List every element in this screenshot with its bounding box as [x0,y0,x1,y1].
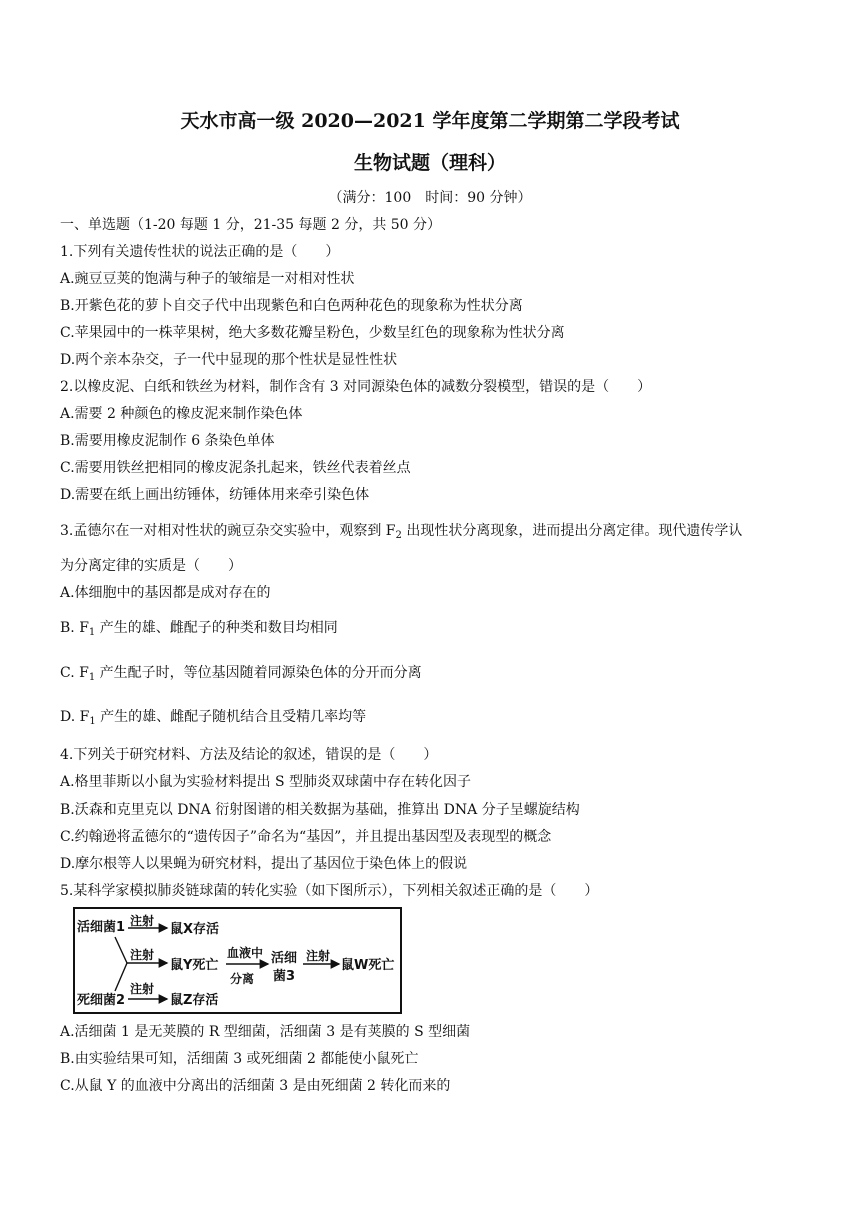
q3-stem-sub: 2 [395,530,402,541]
f1-sub: 1 [88,672,96,683]
q3-option-b-prefix: B. [60,620,80,636]
live-bacteria-3-label-a: 活细 [271,951,298,966]
exam-subtitle: 生物试题（理科） [353,152,506,174]
blood-label: 血液中 [227,946,264,960]
q3-option-b [60,618,338,643]
merge-line-bottom [115,963,127,991]
merge-line-top [115,937,127,963]
q3-option-b-text: 产生的雄、雌配子的种类和数目均相同 [95,620,338,636]
q2-option-d: D.需要在纸上画出纺锤体，纺锤体用来牵引染色体 [60,487,370,503]
mouse-x-label: 鼠X存活 [170,922,220,937]
q3-option-c-text: 产生配子时，等位基因随着同源染色体的分开而分离 [95,665,422,681]
q4-option-c: C.约翰逊将孟德尔的“遗传因子”命名为“基因”，并且提出基因型及表现型的概念 [60,829,552,845]
q1-stem: 1.下列有关遗传性状的说法正确的是（ ） [60,244,340,260]
q3-stem-part1: 3.孟德尔在一对相对性状的豌豆杂交实验中，观察到 F [60,523,396,539]
mouse-y-label: 鼠Y死亡 [170,958,219,973]
q5-option-a: A.活细菌 1 是无荚膜的 R 型细菌，活细菌 3 是有荚膜的 S 型细菌 [60,1024,471,1040]
q1-option-c: C.苹果园中的一株苹果树，绝大多数花瓣呈粉色，少数呈红色的现象称为性状分离 [60,325,565,341]
inject-label-4: 注射 [306,949,331,963]
mouse-z-label: 鼠Z存活 [170,993,219,1008]
inject-label-1: 注射 [130,914,155,928]
live-bacteria-3-label-b: 菌3 [273,969,296,984]
q4-option-b: B.沃森和克里克以 DNA 衍射图谱的相关数据为基础，推算出 DNA 分子呈螺旋结构 [60,802,580,818]
q3-stem-part2: 出现性状分离现象，进而提出分离定律。现代遗传学认 [401,523,743,539]
q3-option-d-text: 产生的雄、雌配子随机结合且受精几率均等 [95,709,367,725]
q1-option-b: B.开紫色花的萝卜自交子代中出现紫色和白色两种花色的现象称为性状分离 [60,298,523,314]
q4-option-a: A.格里菲斯以小鼠为实验材料提出 S 型肺炎双球菌中存在转化因子 [60,774,472,790]
q5-stem: 5.某科学家模拟肺炎链球菌的转化实验（如下图所示），下列相关叙述正确的是（ ） [60,883,599,899]
inject-label-3: 注射 [130,982,155,996]
q2-option-a: A.需要 2 种颜色的橡皮泥来制作染色体 [60,406,303,422]
transformation-experiment-diagram [73,907,403,1015]
q5-option-c: C.从鼠 Y 的血液中分离出的活细菌 3 是由死细菌 2 转化而来的 [60,1078,451,1094]
f1-symbol: F [79,709,90,725]
q1-option-d: D.两个亲本杂交，子一代中显现的那个性状是显性性状 [60,352,398,368]
score-time: （满分：100 时间：90 分钟） [328,190,532,206]
q3-option-c [60,663,422,688]
live-bacteria-1-label: 活细菌1 [77,920,126,935]
q4-stem: 4.下列关于研究材料、方法及结论的叙述，错误的是（ ） [60,747,438,763]
separate-label: 分离 [230,972,255,986]
inject-label-2: 注射 [130,948,155,962]
q4-option-d: D.摩尔根等人以果蝇为研究材料，提出了基因位于染色体上的假说 [60,856,468,872]
q2-option-b: B.需要用橡皮泥制作 6 条染色单体 [60,433,275,449]
q3-option-d-prefix: D. [60,709,80,725]
section-heading: 一、单选题（1-20 每题 1 分，21-35 每题 2 分，共 50 分） [60,217,442,233]
q3-stem-line1 [60,521,742,546]
q2-option-c: C.需要用铁丝把相同的橡皮泥条扎起来，铁丝代表着丝点 [60,460,411,476]
f1-symbol: F [79,665,89,681]
q3-option-d [60,707,366,732]
q3-stem-line2: 为分离定律的实质是（ ） [60,558,242,574]
q3-option-a: A.体细胞中的基因都是成对存在的 [60,585,271,601]
f1-sub: 1 [88,627,96,638]
mouse-w-label: 鼠W死亡 [341,958,395,973]
dead-bacteria-2-label: 死细菌2 [77,993,126,1008]
q3-option-c-prefix: C. [60,665,80,681]
q1-option-a: A.豌豆豆荚的饱满与种子的皱缩是一对相对性状 [60,271,355,287]
q5-option-b: B.由实验结果可知，活细菌 3 或死细菌 2 都能使小鼠死亡 [60,1051,419,1067]
f1-sub: 1 [89,716,96,727]
q2-stem: 2.以橡皮泥、白纸和铁丝为材料，制作含有 3 对同源染色体的减数分裂模型，错误的是（ ） [60,379,652,395]
f1-symbol: F [79,620,89,636]
exam-title: 天水市高一级 2020—2021 学年度第二学期第二学段考试 [180,110,680,132]
